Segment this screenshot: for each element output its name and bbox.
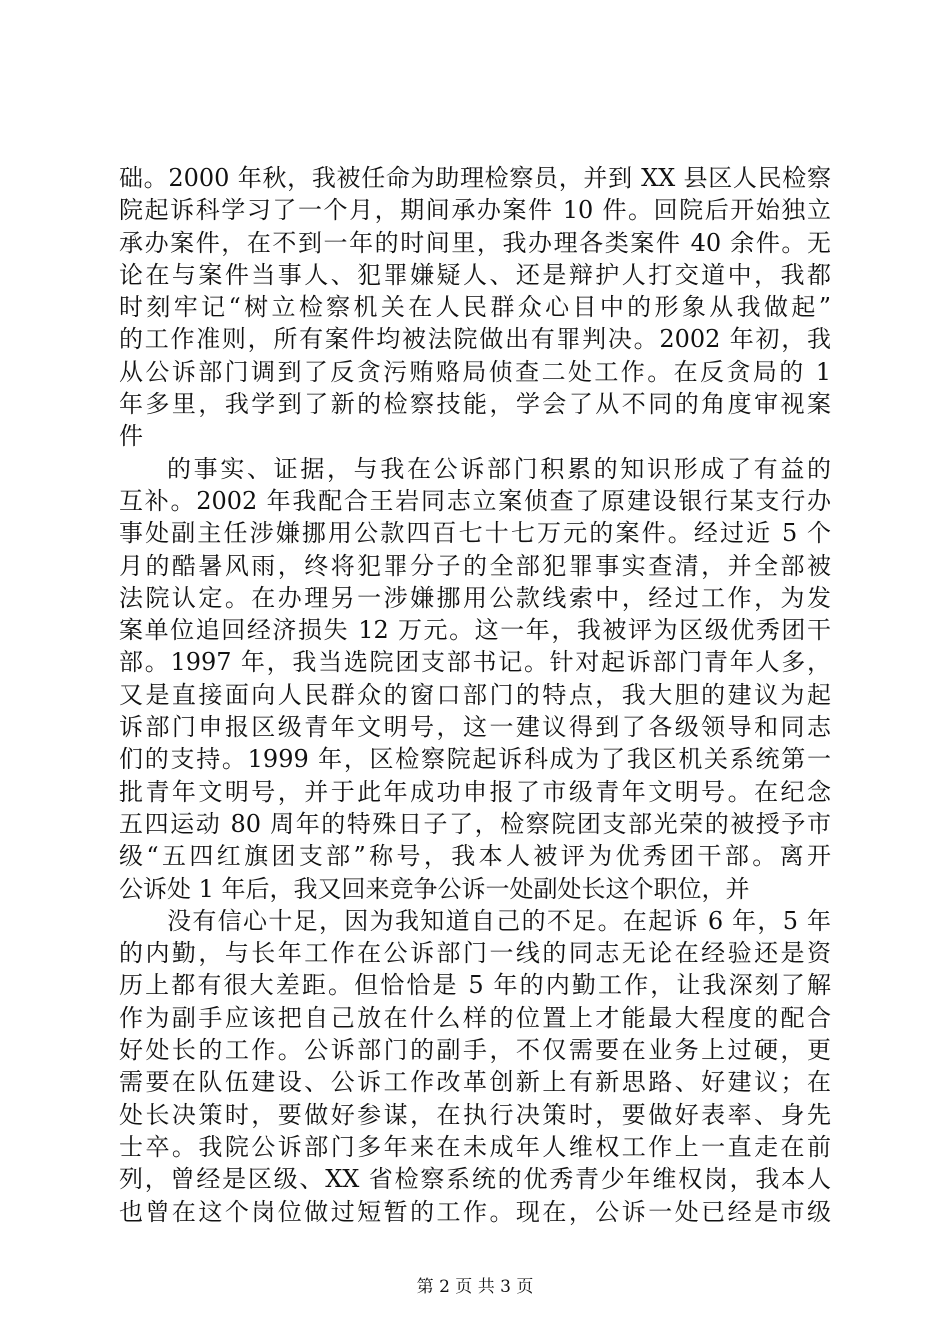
text-line: 需要在队伍建设、公诉工作改革创新上有新思路、好建议；在: [119, 1068, 831, 1097]
text-line: 月的酷暑风雨，终将犯罪分子的全部犯罪事实查清，并全部被: [119, 551, 831, 580]
text-line: 年多里，我学到了新的检察技能，学会了从不同的角度审视案: [119, 390, 831, 419]
text-line: 士卒。我院公诉部门多年来在未成年人维权工作上一直走在前: [119, 1132, 831, 1161]
text-line: 承办案件，在不到一年的时间里，我办理各类案件 40 余件。无: [119, 228, 831, 257]
paragraph-start-line: 没有信心十足，因为我知道自己的不足。在起诉 6 年，5 年: [167, 906, 831, 935]
text-line: 公诉处 1 年后，我又回来竞争公诉一处副处长这个职位，并: [119, 874, 750, 903]
text-line: 历上都有很大差距。但恰恰是 5 年的内勤工作，让我深刻了解: [119, 971, 831, 1000]
text-line: 法院认定。在办理另一涉嫌挪用公款线索中，经过工作，为发: [119, 583, 831, 612]
text-line: 诉部门申报区级青年文明号，这一建议得到了各级领导和同志: [119, 713, 831, 742]
text-line: 院起诉科学习了一个月，期间承办案件 10 件。回院后开始独立: [119, 196, 831, 225]
text-line: 论在与案件当事人、犯罪嫌疑人、还是辩护人打交道中，我都: [119, 260, 831, 289]
text-line: 处长决策时，要做好参谋，在执行决策时，要做好表率、身先: [119, 1100, 831, 1129]
text-line: 们的支持。1999 年，区检察院起诉科成为了我区机关系统第一: [119, 745, 831, 774]
text-line: 互补。2002 年我配合王岩同志立案侦查了原建设银行某支行办: [119, 486, 831, 515]
text-line: 案单位追回经济损失 12 万元。这一年，我被评为区级优秀团干: [119, 616, 831, 645]
text-line: 从公诉部门调到了反贪污贿赂局侦查二处工作。在反贪局的 1: [119, 357, 831, 386]
text-line: 列，曾经是区级、XX 省检察系统的优秀青少年维权岗，我本人: [119, 1165, 831, 1194]
text-line: 件: [119, 422, 143, 451]
body-text: [119, 162, 831, 1228]
page-number-footer: 第 2 页 共 3 页: [416, 1277, 534, 1297]
text-line: 级“五四红旗团支部”称号，我本人被评为优秀团干部。离开: [119, 842, 831, 871]
text-line: 又是直接面向人民群众的窗口部门的特点，我大胆的建议为起: [119, 680, 831, 709]
text-line: 也曾在这个岗位做过短暂的工作。现在，公诉一处已经是市级: [119, 1197, 831, 1226]
text-line: 好处长的工作。公诉部门的副手，不仅需要在业务上过硬，更: [119, 1036, 831, 1065]
text-line: 的工作准则，所有案件均被法院做出有罪判决。2002 年初，我: [119, 325, 831, 354]
text-line: 础。2000 年秋，我被任命为助理检察员，并到 XX 县区人民检察: [119, 164, 831, 192]
paragraph-start-line: 的事实、证据，与我在公诉部门积累的知识形成了有益的: [167, 454, 831, 483]
text-line: 事处副主任涉嫌挪用公款四百七十七万元的案件。经过近 5 个: [119, 519, 831, 548]
text-line: 的内勤，与长年工作在公诉部门一线的同志无论在经验还是资: [119, 939, 831, 968]
text-line: 部。1997 年，我当选院团支部书记。针对起诉部门青年人多，: [119, 648, 831, 677]
text-line: 五四运动 80 周年的特殊日子了，检察院团支部光荣的被授予市: [119, 809, 831, 838]
text-line: 时刻牢记“树立检察机关在人民群众心目中的形象从我做起”: [119, 293, 831, 322]
text-line: 批青年文明号，并于此年成功申报了市级青年文明号。在纪念: [119, 777, 831, 806]
text-line: 作为副手应该把自己放在什么样的位置上才能最大程度的配合: [119, 1003, 831, 1032]
